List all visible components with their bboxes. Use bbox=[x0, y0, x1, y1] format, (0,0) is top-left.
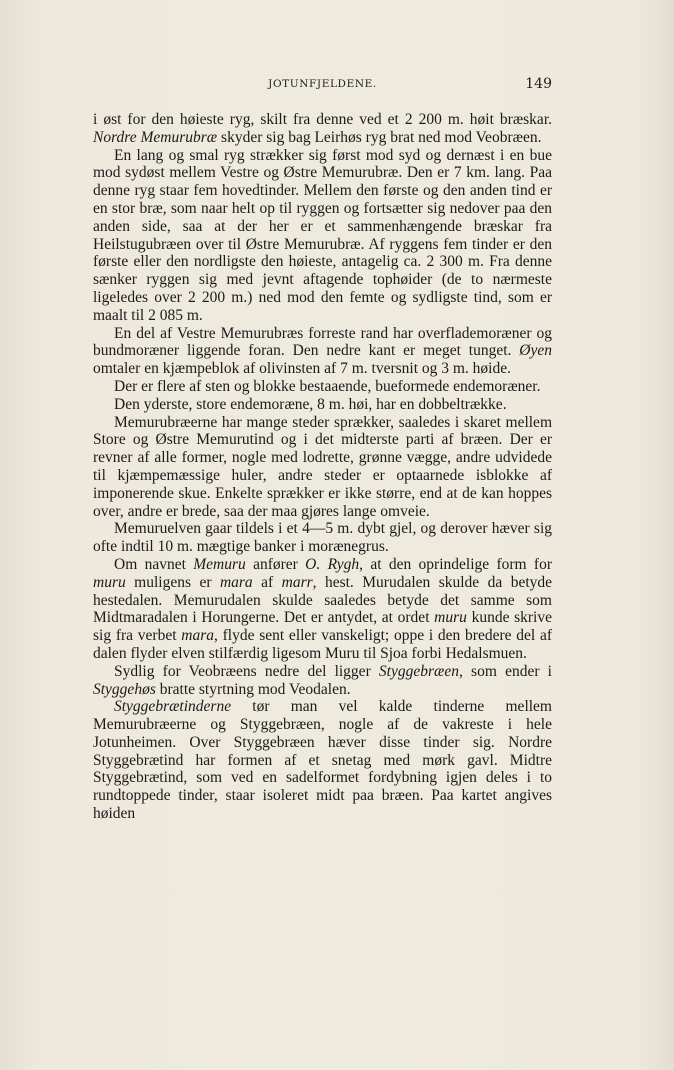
text-run-italic: marr bbox=[281, 573, 313, 591]
text-run: tør man vel kalde tinderne mellem Memurubræerne og Styggebræen, nogle af de vakreste i hele Jotunheimen. Over Styggebræen hæver disse tinder sig. Nordre Styggebrætind har formen af et snetag med mørk gavl. Midtre Styggebrætind, som ved en sadelformet fordybning igjen deles i to rundtoppede tinder, staar isoleret midt paa bræen. Paa kartet angives høiden bbox=[93, 698, 552, 823]
text-run: Sydlig for Veobræens nedre del ligger bbox=[114, 662, 379, 680]
text-run: kunde skrive sig fra verbet bbox=[93, 609, 552, 645]
text-run: En del af Vestre Memurubræs forreste rand har overflademoræner og bundmoræner liggende foran. Den nedre kant er meget tunget. bbox=[93, 324, 552, 360]
paragraph bbox=[93, 147, 552, 325]
text-run-italic: O. Rygh bbox=[305, 555, 360, 573]
paragraph bbox=[93, 663, 552, 699]
text-run: En lang og smal ryg strækker sig først mod syd og dernæst i en bue mod sydøst mellem Vestre og Østre Memurubræ. Den er 7 km. lang. Paa denne ryg staar fem hovedtinder. Mellem den første og den anden tind er en stor bræ, som naar helt op til ryggen og fortsætter sig nedover paa den anden side, saa at der her er et sammenhængende bræskar fra Heilstugubræen over til Østre Memurubræ. Af ryggens fem tinder er den første eller den nordligste den høieste, antagelig ca. 2 300 m. Fra denne sænker ryggen sig med jevnt aftagende tophøider (de to nærmeste ligeledes over 2 200 m.) ned mod den femte og sydligste tind, som er maalt til 2 085 m. bbox=[93, 146, 552, 324]
text-run: , hest. Murudalen skulde da betyde hestedalen. Memurudalen skulde saaledes betyde det samme som Midtmaradalen i Horungerne. Det er antydet, at ordet bbox=[93, 573, 553, 627]
paragraph bbox=[93, 520, 552, 556]
text-run-italic: muru bbox=[93, 573, 126, 591]
text-run: Den yderste, store endemoræne, 8 m. høi, har en dobbeltrække. bbox=[114, 395, 507, 413]
text-run: i øst for den høieste ryg, skilt fra denne ved et 2 200 m. høit bræskar. bbox=[93, 111, 552, 128]
body-text bbox=[93, 111, 552, 823]
page-header bbox=[93, 76, 552, 94]
paragraph bbox=[93, 396, 552, 414]
text-run-italic: muru bbox=[434, 609, 467, 627]
text-run-italic: Styggehøs bbox=[93, 680, 156, 698]
text-run: anfører bbox=[245, 555, 306, 573]
paragraph bbox=[93, 111, 552, 147]
text-run: , som ender i bbox=[459, 662, 552, 680]
text-run-italic: Styggebrætinderne bbox=[114, 698, 232, 716]
paragraph bbox=[93, 698, 552, 823]
text-run: , at den oprindelige form for bbox=[359, 555, 553, 573]
running-title: JOTUNFJELDENE. bbox=[268, 78, 377, 90]
text-run: bratte styrtning mod Veodalen. bbox=[155, 680, 351, 698]
text-run: Memuruelven gaar tildels i et 4—5 m. dybt gjel, og derover hæver sig ofte indtil 10 m. mægtige banker i morænegrus. bbox=[93, 520, 552, 556]
text-run-italic: mara bbox=[181, 627, 214, 645]
text-run-italic: Nordre Memurubræ bbox=[93, 128, 218, 146]
text-run-italic: Memuru bbox=[193, 555, 246, 573]
text-run: Der er flere af sten og blokke bestaaende, bueformede endemoræner. bbox=[114, 377, 541, 395]
text-run: , flyde sent eller vanskeligt; oppe i den bredere del af dalen flyder elven stilfærdig ligesom Muru til Sjoa forbi Hedalsmuen. bbox=[93, 627, 552, 662]
paragraph bbox=[93, 414, 552, 521]
paragraph bbox=[93, 556, 552, 663]
text-run: skyder sig bag Leirhøs ryg brat ned mod Veobræen. bbox=[217, 128, 542, 146]
text-run-italic: Øyen bbox=[519, 342, 552, 360]
text-run: Om navnet bbox=[114, 555, 194, 573]
paragraph bbox=[93, 325, 552, 378]
page-number: 149 bbox=[525, 76, 552, 92]
text-run: Memurubræerne har mange steder sprækker, saaledes i skaret mellem Store og Østre Memurutind og i det midterste parti af bræen. Der er revner af alle former, nogle med lodrette, grønne vægge, andre udvidede til kjæmpemæssige huler, andre steder er optaarnede isblokke af imponerende skue. Enkelte sprækker er ikke større, end at de kan hoppes over, andre er brede, saa der maa gjøres lange omveie. bbox=[93, 413, 552, 520]
text-run: omtaler en kjæmpeblok af olivinsten af 7 m. tversnit og 3 m. høide. bbox=[93, 360, 511, 378]
text-run: muligens er bbox=[125, 573, 220, 591]
text-run: af bbox=[252, 573, 282, 591]
text-run-italic: mara bbox=[219, 573, 253, 591]
text-run-italic: Styggebræen bbox=[378, 662, 459, 680]
paragraph bbox=[93, 378, 552, 396]
